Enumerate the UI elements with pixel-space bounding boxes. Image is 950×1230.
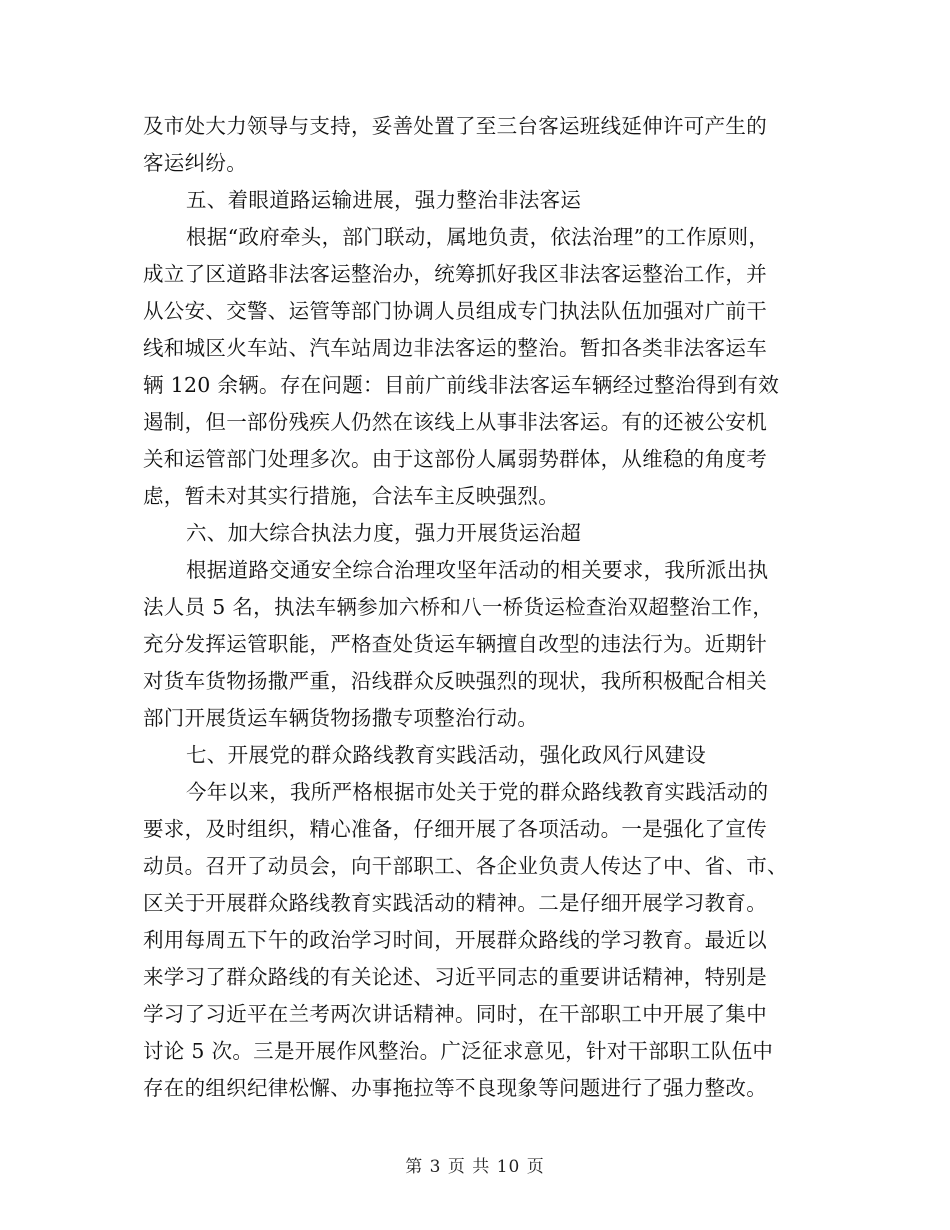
text-line: 存在的组织纪律松懈、办事拖拉等不良现象等问题进行了强力整改。	[143, 1076, 767, 1100]
document-body	[143, 108, 803, 1107]
section-heading: 五、着眼道路运输进展，强力整治非法客运	[186, 188, 582, 212]
text-line: 辆 120 余辆。存在问题：目前广前线非法客运车辆经过整治得到有效	[143, 373, 780, 397]
text-line: 讨论 5 次。三是开展作风整治。广泛征求意见，针对干部职工队伍中	[143, 1039, 774, 1063]
text-line: 学习了习近平在兰考两次讲话精神。同时，在干部职工中开展了集中	[143, 1002, 767, 1026]
section-heading: 七、开展党的群众路线教育实践活动，强化政风行风建设	[186, 743, 706, 767]
section-heading: 六、加大综合执法力度，强力开展货运治超	[186, 521, 582, 545]
paragraph-first-line: 根据“政府牵头，部门联动，属地负责，依法治理”的工作原则，	[186, 225, 770, 249]
page-number-footer: 第 3 页 共 10 页	[405, 1157, 545, 1177]
text-line: 利用每周五下午的政治学习时间，开展群众路线的学习教育。最近以	[143, 928, 767, 952]
text-line: 从公安、交警、运管等部门协调人员组成专门执法队伍加强对广前干	[143, 299, 767, 323]
text-line: 部门开展货运车辆货物扬撒专项整治行动。	[143, 706, 539, 730]
text-line: 关和运管部门处理多次。由于这部份人属弱势群体，从维稳的角度考	[143, 447, 767, 471]
text-line: 线和城区火车站、汽车站周边非法客运的整治。暂扣各类非法客运车	[143, 336, 767, 360]
text-line: 要求，及时组织，精心准备，仔细开展了各项活动。一是强化了宣传	[143, 817, 767, 841]
paragraph-first-line: 根据道路交通安全综合治理攻坚年活动的相关要求，我所派出执	[186, 558, 769, 582]
text-line: 虑，暂未对其实行措施，合法车主反映强烈。	[143, 484, 559, 508]
text-line: 客运纠纷。	[143, 151, 247, 175]
text-line: 法人员 5 名，执法车辆参加六桥和八一桥货运检查治双超整治工作，	[143, 595, 774, 619]
text-line: 遏制，但一部份残疾人仍然在该线上从事非法客运。有的还被公安机	[143, 410, 767, 434]
text-line: 成立了区道路非法客运整治办，统筹抓好我区非法客运整治工作，并	[143, 262, 767, 286]
text-line: 区关于开展群众路线教育实践活动的精神。二是仔细开展学习教育。	[143, 891, 767, 915]
paragraph-first-line: 今年以来，我所严格根据市处关于党的群众路线教育实践活动的	[186, 780, 769, 804]
text-line: 及市处大力领导与支持，妥善处置了至三台客运班线延伸许可产生的	[143, 114, 767, 138]
text-line: 对货车货物扬撒严重，沿线群众反映强烈的现状，我所积极配合相关	[143, 669, 767, 693]
text-line: 充分发挥运管职能，严格查处货运车辆擅自改型的违法行为。近期针	[143, 632, 767, 656]
text-line: 来学习了群众路线的有关论述、习近平同志的重要讲话精神，特别是	[143, 965, 767, 989]
text-line: 动员。召开了动员会，向干部职工、各企业负责人传达了中、省、市、	[143, 854, 788, 878]
